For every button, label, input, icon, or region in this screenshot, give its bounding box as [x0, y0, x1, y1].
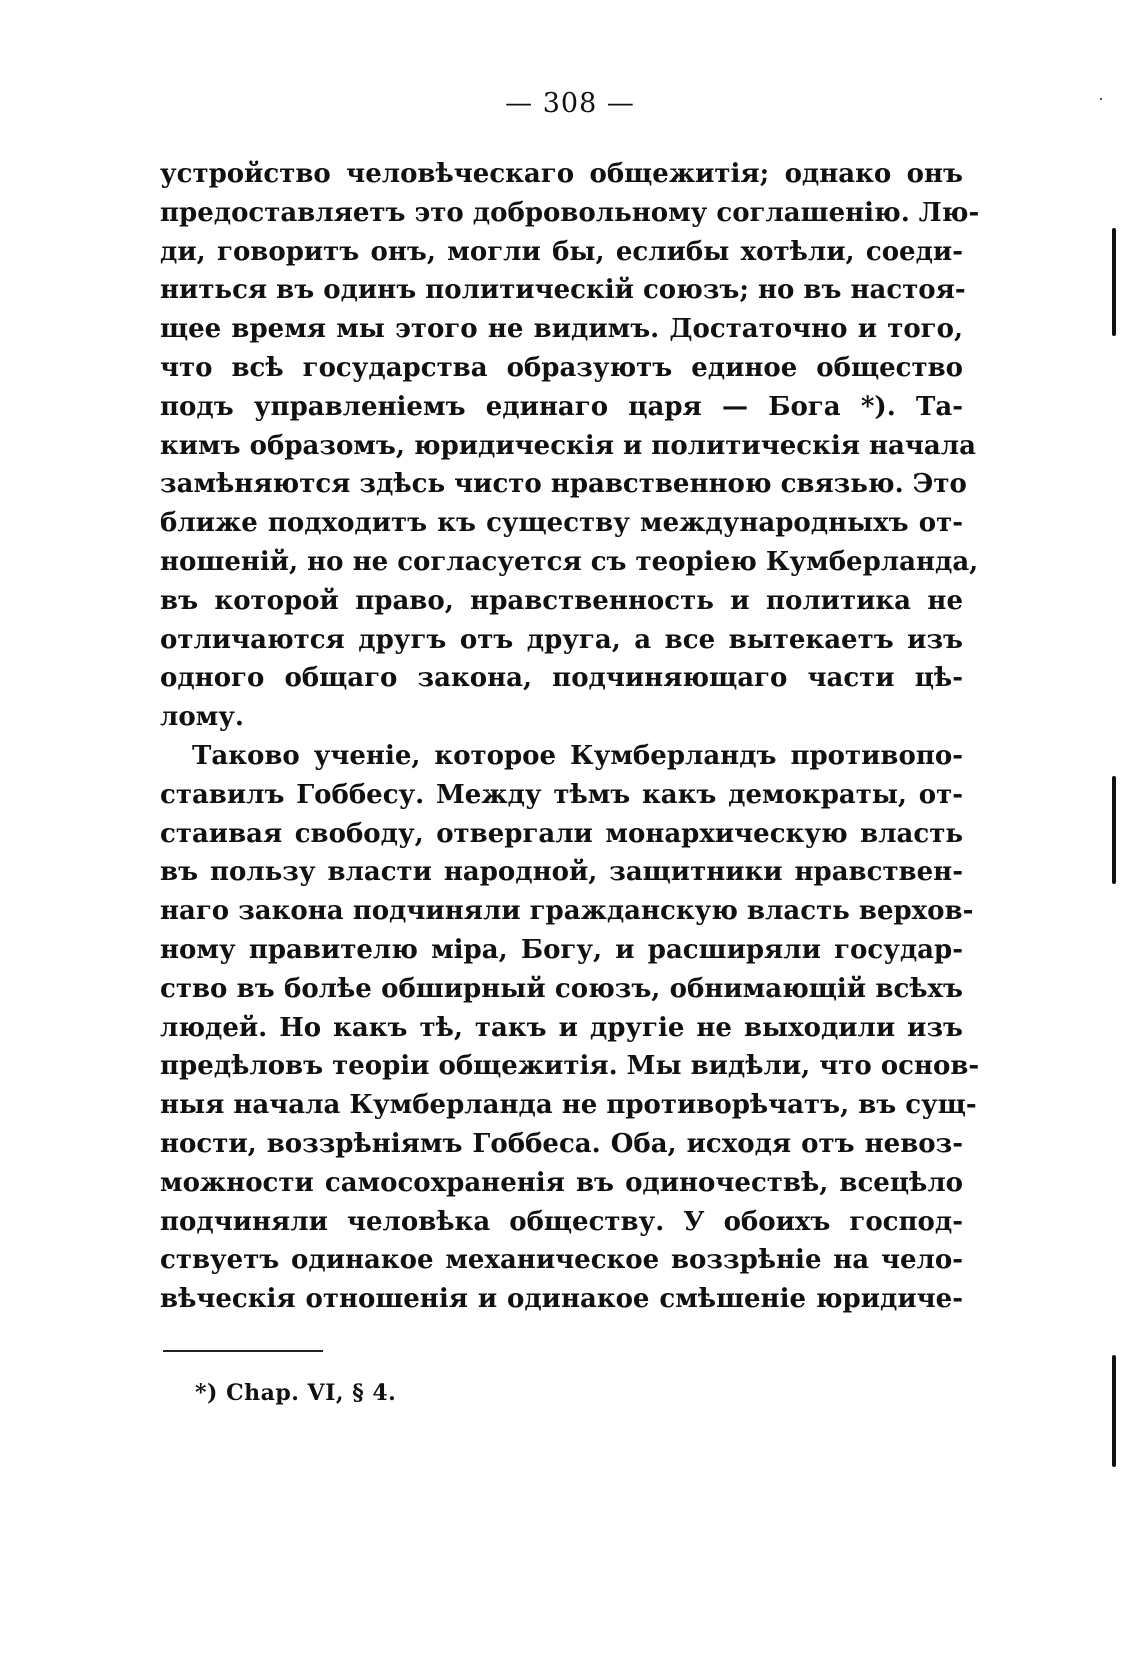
text-line: ниться въ одинъ политическій союзъ; но въ настоя- — [160, 275, 966, 306]
text-line: предоставляетъ это добровольному соглашенію. Лю- — [160, 197, 980, 228]
footnote-divider — [163, 1350, 323, 1352]
text-line: подчиняли человѣка обществу. У обоихъ господ- — [160, 1206, 963, 1237]
margin-scan-mark — [1112, 1355, 1116, 1467]
text-line: что всѣ государства образуютъ единое общество — [160, 352, 963, 383]
text-line: ношеній, но не согласуется съ теоріею Кумберланда, — [160, 546, 979, 577]
text-line: людей. Но какъ тѣ, такъ и другіе не выходили изъ — [160, 1012, 963, 1043]
text-line: ставилъ Гоббесу. Между тѣмъ какъ демократы, от- — [160, 779, 963, 810]
text-line: лому. — [160, 702, 244, 733]
text-line: ди, говоритъ онъ, могли бы, еслибы хотѣли, соеди- — [160, 236, 963, 267]
paragraph-1 — [160, 155, 980, 737]
text-line: ближе подходитъ къ существу международныхъ от- — [160, 508, 963, 539]
text-line: ныя начала Кумберланда не противорѣчатъ, въ сущ- — [160, 1090, 977, 1121]
text-line: предѣловъ теоріи общежитія. Мы видѣли, что основ- — [160, 1051, 980, 1082]
text-line: ствуетъ одинакое механическое воззрѣніе на чело- — [160, 1245, 963, 1276]
margin-scan-mark — [1112, 228, 1116, 336]
text-line: щее время мы этого не видимъ. Достаточно и того, — [160, 314, 963, 345]
text-line: отличаются другъ отъ друга, а все вытекаетъ изъ — [160, 624, 963, 655]
text-line: ности, воззрѣніямъ Гоббеса. Оба, исходя отъ невоз- — [160, 1128, 963, 1159]
text-line: ство въ болѣе обширный союзъ, обнимающій всѣхъ — [160, 973, 963, 1004]
margin-scan-mark — [1112, 776, 1116, 884]
footnote: *) Chap. VI, § 4. — [195, 1380, 397, 1406]
text-line: кимъ образомъ, юридическія и политическія начала — [160, 430, 976, 461]
text-line: въ которой право, нравственность и политика не — [160, 585, 963, 616]
text-line: въ пользу власти народной, защитники нравствен- — [160, 857, 963, 888]
text-line: наго закона подчиняли гражданскую власть верхов- — [160, 896, 974, 927]
text-line: стаивая свободу, отвергали монархическую власть — [160, 818, 963, 849]
scan-speck — [1100, 98, 1102, 100]
main-text — [160, 155, 980, 1319]
text-line: устройство человѣческаго общежитія; однако онъ — [160, 159, 963, 189]
text-line: подъ управленіемъ единаго царя — Бога *). Та- — [160, 391, 963, 422]
text-line: ному правителю міра, Богу, и расширяли государ- — [160, 934, 963, 965]
text-line: одного общаго закона, подчиняющаго части цѣ- — [160, 663, 963, 694]
paragraph-2 — [160, 737, 980, 1319]
page-number: — 308 — — [505, 88, 635, 119]
text-line: замѣняются здѣсь чисто нравственною связью. Это — [160, 469, 967, 500]
text-line: вѣческія отношенія и одинакое смѣшеніе юридиче- — [160, 1284, 963, 1315]
text-line: можности самосохраненія въ одиночествѣ, всецѣло — [160, 1167, 963, 1198]
text-line: Таково ученіе, которое Кумберландъ противопо- — [192, 740, 963, 771]
